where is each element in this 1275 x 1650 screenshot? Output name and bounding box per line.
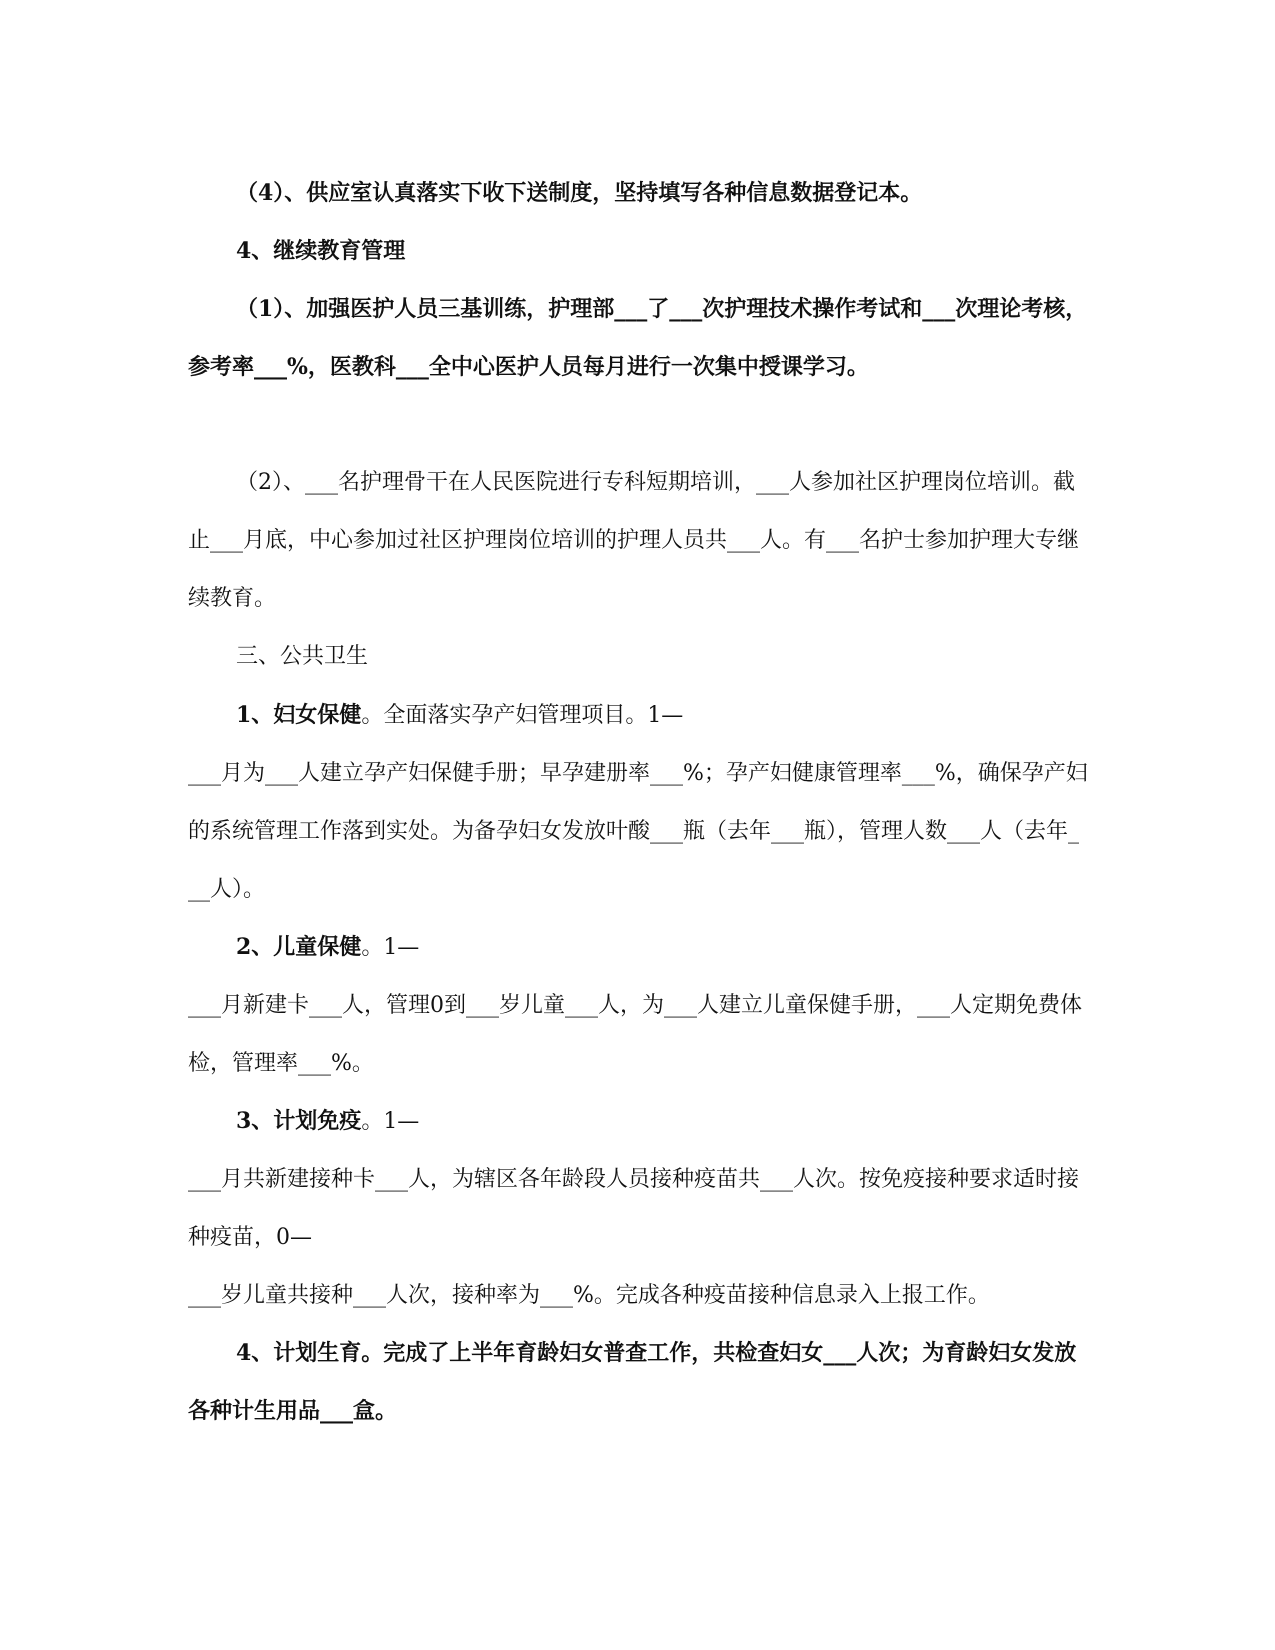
paragraph-child-health [188,918,1088,1093]
paragraph-women-health [188,686,1088,919]
paragraph-nursing-training: （2）、___名护理骨干在人民医院进行专科短期培训，___人参加社区护理岗位培训。截止___月底，中心参加过社区护理岗位培训的护理人员共___人。有___名护士参加护理大专继续教育。 [188,470,1080,611]
immunization-text: 。1— ___月共新建接种卡___人，为辖区各年龄段人员接种疫苗共___人次。按免疫接种要求适时接种疫苗，0— ___岁儿童共接种___人次，接种率为___%。完成各种疫苗接种信息录入上报工作。 [188,1109,1080,1308]
paragraph-family-planning: 4、计划生育。完成了上半年育龄妇女普查工作，共检查妇女___人次；为育龄妇女发放各种计生用品___盒。 [188,1340,1077,1424]
paragraph-immunization [188,1092,1088,1325]
paragraph-supply-room: （4）、供应室认真落实下收下送制度，坚持填写各种信息数据登记本。 [236,180,923,206]
women-health-lead: 1、妇女保健 [236,702,362,728]
child-health-text: 。1— ___月新建卡___人，管理0到___岁儿童___人，为___人建立儿童保健手册，___人定期免费体检，管理率___%。 [188,935,1082,1076]
paragraph-three-basics-training: （1）、加强医护人员三基训练，护理部___了___次护理技术操作考试和___次理论考核，参考率___%，医教科___全中心医护人员每月进行一次集中授课学习。 [188,296,1088,380]
women-health-text: 。全面落实孕产妇管理项目。1— ___月为___人建立孕产妇保健手册；早孕建册率___%；孕产妇健康管理率___%，确保孕产妇的系统管理工作落到实处。为备孕妇女发放叶酸___瓶（去年___瓶），管理人数___人（去年___人）。 [188,703,1088,902]
heading-public-health: 三、公共卫生 [236,644,369,669]
child-health-lead: 2、儿童保健 [236,934,362,960]
immunization-lead: 3、计划免疫 [236,1108,362,1134]
heading-continuing-education: 4、继续教育管理 [236,238,406,264]
